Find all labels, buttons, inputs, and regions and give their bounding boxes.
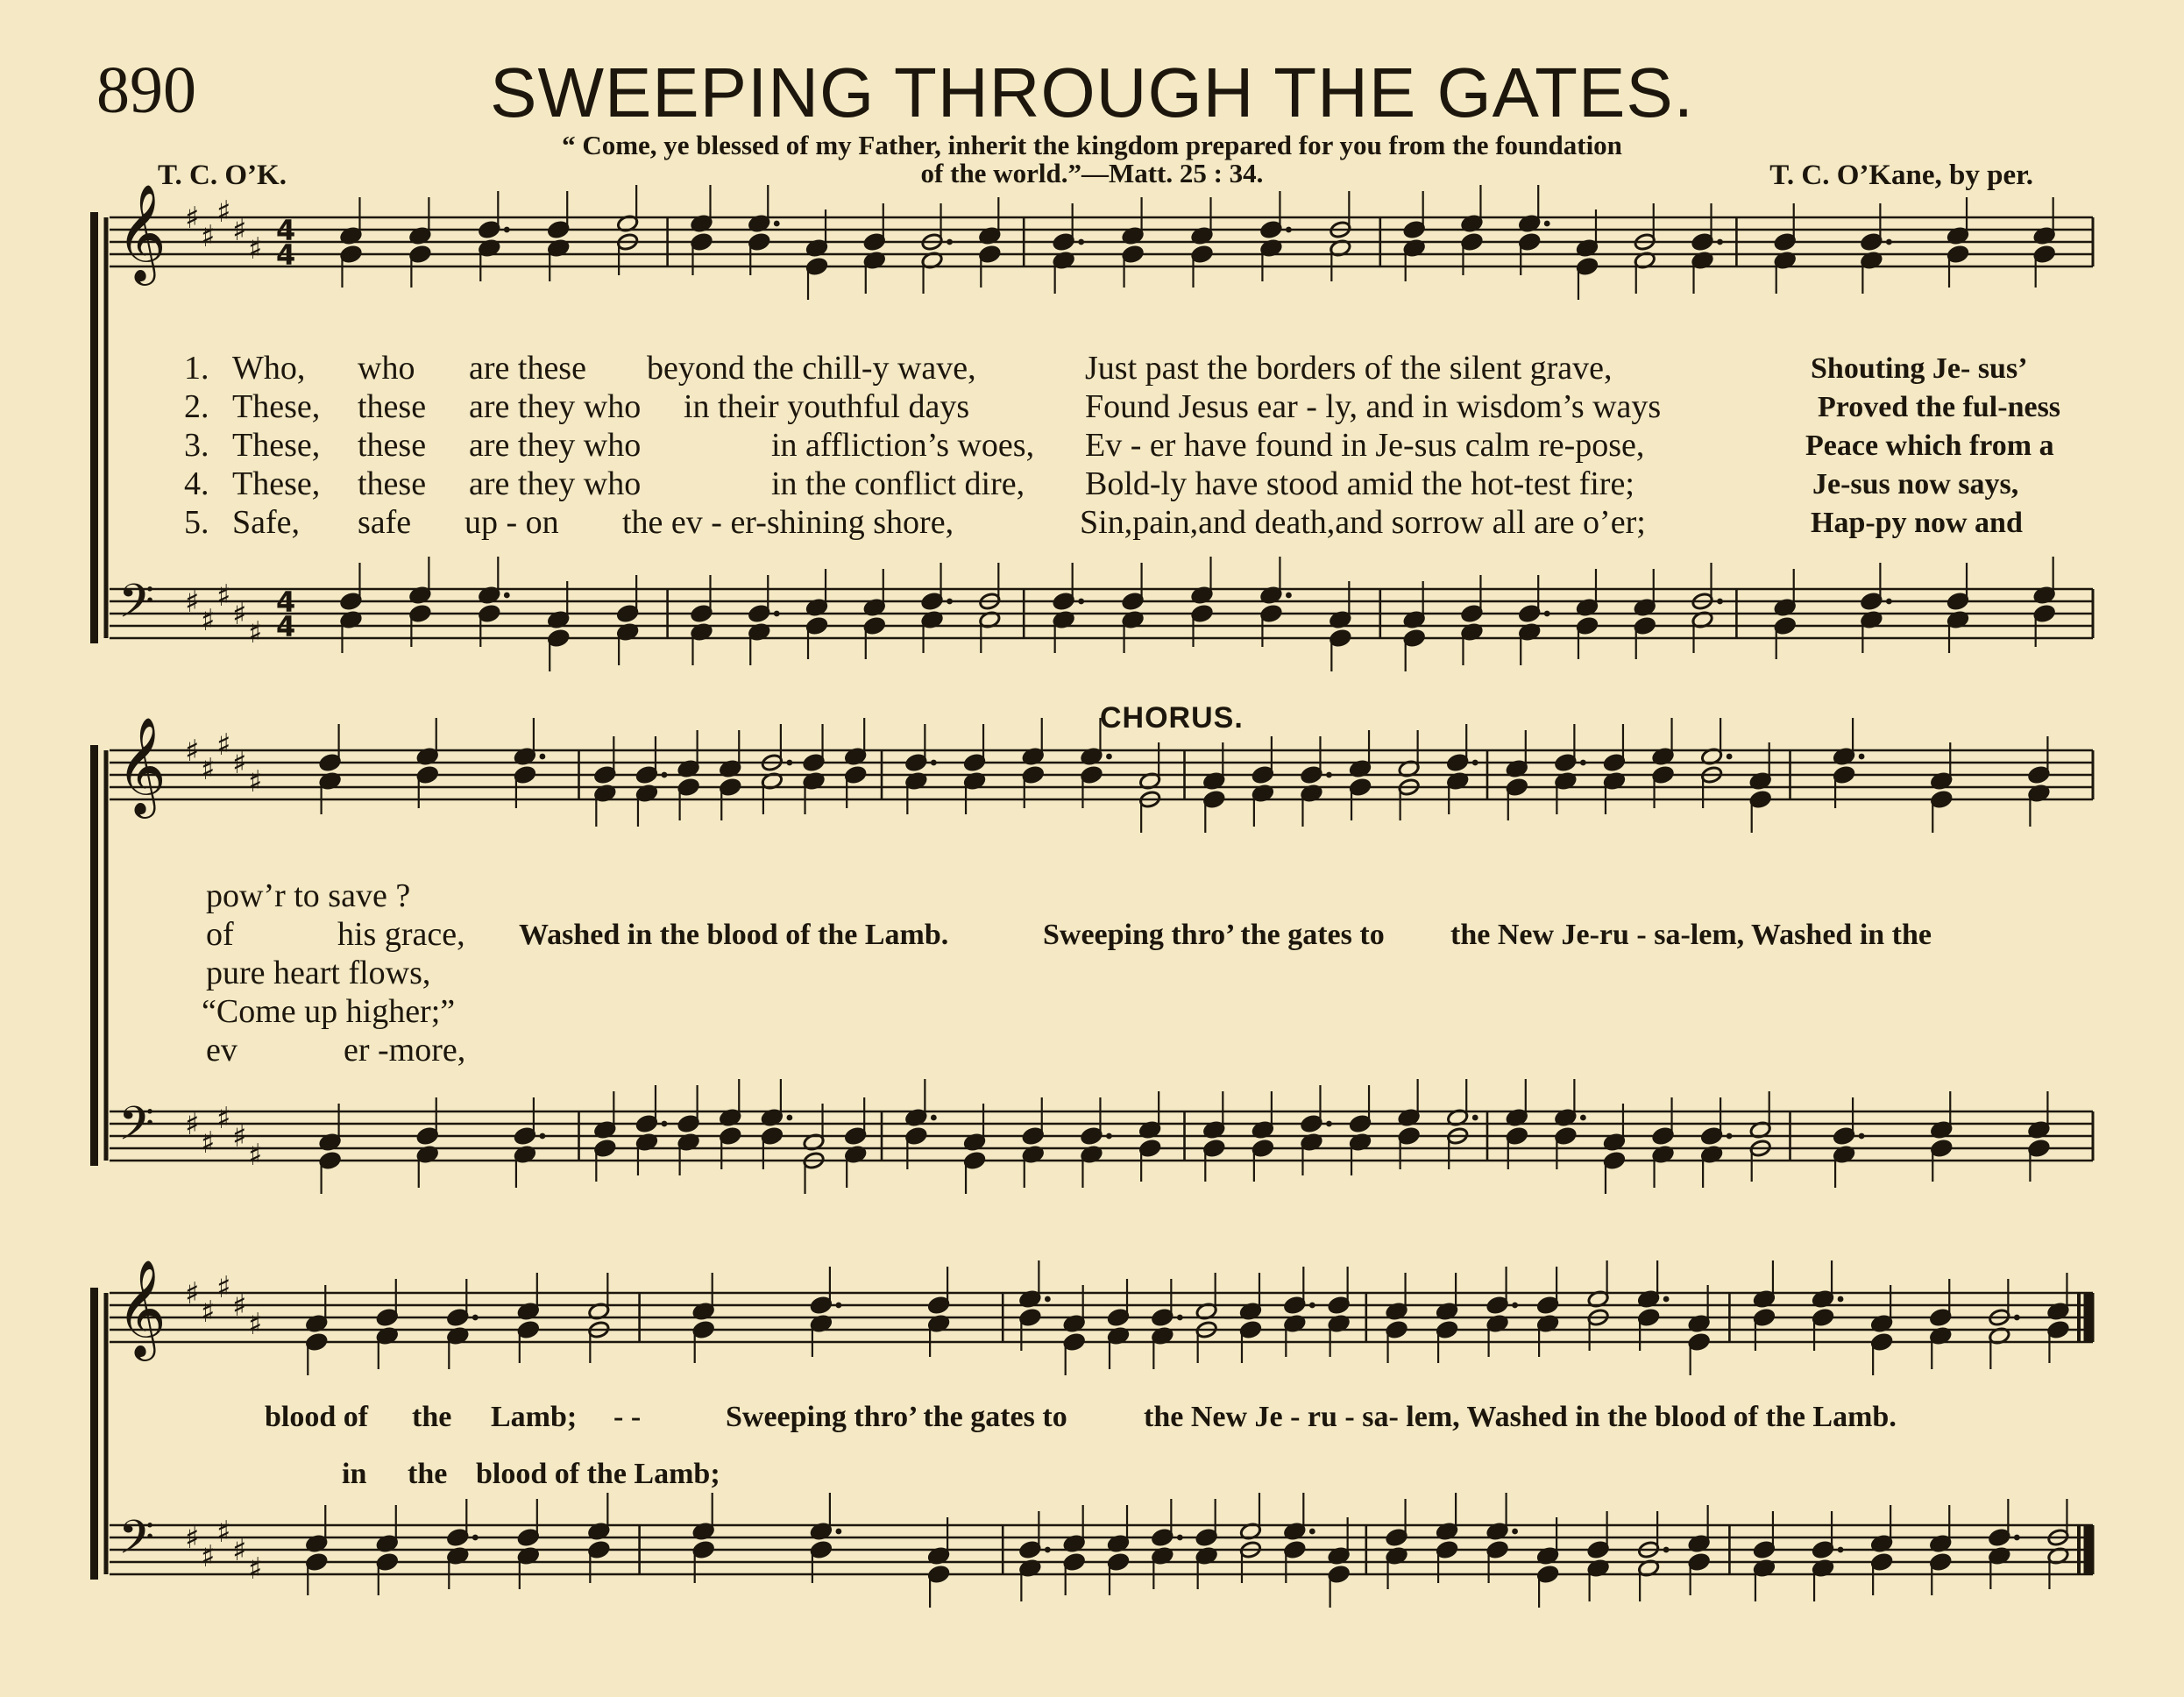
lyric: Sweeping thro’ the gates to	[726, 1401, 1067, 1433]
dot	[947, 599, 953, 605]
lyric: in their youthful days	[684, 388, 970, 425]
dot	[931, 1115, 937, 1121]
epigraph-line-1: “ Come, ye blessed of my Father, inherit the kingdom prepared for you from the foundation	[562, 130, 1622, 160]
sharp-icon: ♯	[232, 746, 247, 781]
lyric: up - on	[464, 504, 559, 541]
dot	[1177, 1535, 1183, 1541]
lyric: Shouting Je- sus’	[1811, 352, 2028, 385]
lyric: are they who	[469, 427, 642, 464]
dot	[1838, 1296, 1844, 1303]
sharp-icon: ♯	[216, 1270, 231, 1305]
lyric: blood of	[265, 1401, 369, 1433]
lyric: are they who	[469, 388, 642, 425]
dot	[1886, 239, 1892, 245]
dot	[1512, 1303, 1518, 1309]
bass-clef-icon: 𝄢	[118, 575, 155, 640]
credit-composer: T. C. O’Kane, by per.	[1769, 160, 2033, 191]
sharp-icon: ♯	[232, 213, 247, 248]
sharp-icon: ♯	[232, 1119, 247, 1154]
hymn-title: SWEEPING THROUGH THE GATES.	[490, 53, 1694, 131]
sharp-icon: ♯	[232, 597, 247, 632]
lyric: in the conflict dire,	[771, 465, 1025, 502]
lyric: these	[358, 427, 427, 464]
dot	[786, 760, 792, 766]
lyric: in affliction’s woes,	[771, 427, 1035, 464]
sharp-icon: ♯	[185, 201, 200, 236]
dot	[1286, 593, 1292, 599]
time-signature-bottom: 4	[276, 610, 296, 643]
sharp-icon: ♯	[185, 1276, 200, 1311]
lyric: ev	[206, 1032, 238, 1069]
chorus-label: CHORUS.	[1100, 701, 1244, 735]
dot	[836, 1303, 842, 1309]
sharp-icon: ♯	[216, 728, 231, 763]
sharp-icon: ♯	[232, 1533, 247, 1568]
dot	[1544, 221, 1550, 227]
lyric: Safe,	[232, 504, 301, 541]
dot	[1717, 239, 1723, 245]
bass-clef-icon: 𝄢	[118, 1511, 155, 1576]
dot	[1326, 772, 1332, 778]
dot	[1106, 1133, 1112, 1140]
treble-clef-icon: 𝄞	[117, 716, 167, 814]
dot	[947, 239, 953, 245]
lyric: blood of the Lamb;	[476, 1458, 720, 1490]
sharp-icon: ♯	[185, 1107, 200, 1142]
lyric: these	[358, 388, 427, 425]
dot	[472, 1535, 479, 1541]
lyric: Found Jesus ear - ly, and in wisdom’s ways	[1085, 388, 1662, 425]
sharp-icon: ♯	[201, 752, 216, 787]
lyric: Peace which from a	[1805, 430, 2054, 462]
verse-number: 1.	[184, 350, 209, 387]
treble-clef-icon: 𝄞	[117, 183, 167, 281]
lyric: who	[358, 350, 415, 387]
lyric: These,	[232, 427, 321, 464]
dot	[1717, 599, 1723, 605]
dot	[1580, 760, 1586, 766]
dot	[1309, 1529, 1315, 1535]
lyric: these	[358, 465, 427, 502]
dot	[1472, 1115, 1478, 1121]
sharp-icon: ♯	[248, 1551, 263, 1587]
sharp-icon: ♯	[185, 585, 200, 620]
dot	[1663, 1547, 1670, 1553]
dot	[1286, 227, 1292, 233]
dot	[1859, 754, 1865, 760]
dot	[504, 593, 510, 599]
credit-author: T. C. O’K.	[158, 160, 287, 191]
lyric: his grace,	[337, 916, 465, 953]
hymn-number: 890	[96, 53, 196, 127]
sharp-icon: ♯	[216, 579, 231, 614]
lyric: Ev - er have found in Je-sus calm re-pose,	[1085, 427, 1645, 464]
sharp-icon: ♯	[248, 1307, 263, 1342]
dot	[662, 1121, 668, 1127]
dot	[504, 227, 510, 233]
dot	[1886, 599, 1892, 605]
epigraph-line-2: of the world.”—Matt. 25 : 34.	[920, 158, 1264, 188]
lyric: the New Je - ru - sa- lem, Washed in the blood of the Lamb.	[1144, 1401, 1897, 1433]
dot	[1078, 239, 1084, 245]
sharp-icon: ♯	[248, 764, 263, 799]
sharp-icon: ♯	[216, 195, 231, 230]
lyric: Sin,pain,and death,and sorrow all are o’er;	[1080, 504, 1646, 541]
sharp-icon: ♯	[216, 1515, 231, 1550]
lyric: in	[342, 1458, 367, 1490]
system-brace	[90, 1288, 98, 1580]
lyric: Sweeping thro’ the gates to	[1043, 919, 1385, 951]
dot	[2014, 1535, 2020, 1541]
time-signature-bottom: 4	[276, 238, 296, 272]
lyric: Who,	[232, 350, 306, 387]
dot	[774, 611, 780, 617]
sharp-icon: ♯	[201, 1539, 216, 1574]
dot	[1177, 1315, 1183, 1321]
lyric: are these	[469, 350, 586, 387]
lyric: “Come up higher;”	[202, 993, 456, 1030]
lyric: beyond the chill-y wave,	[647, 350, 976, 387]
lyric: the	[412, 1401, 452, 1433]
system-brace	[90, 212, 98, 643]
dot	[786, 1115, 792, 1121]
dot	[1512, 1529, 1518, 1535]
lyric: er -more,	[344, 1032, 466, 1069]
dot	[836, 1529, 842, 1535]
lyric: are they who	[469, 465, 642, 502]
dot	[1106, 754, 1112, 760]
lyric: safe	[358, 504, 412, 541]
dot	[662, 772, 668, 778]
lyric: pure heart flows,	[206, 955, 431, 991]
dot	[1309, 1303, 1315, 1309]
treble-clef-icon: 𝄞	[117, 1259, 167, 1357]
time-signature-top: 4	[276, 214, 296, 247]
lyric: Bold-ly have stood amid the hot-test fire;	[1085, 465, 1634, 502]
verse-number: 5.	[184, 504, 209, 541]
sharp-icon: ♯	[201, 603, 216, 638]
dot	[472, 1315, 479, 1321]
system-brace	[90, 745, 98, 1166]
sharp-icon: ♯	[201, 219, 216, 254]
bass-clef-icon: 𝄢	[118, 1097, 155, 1162]
lyric: the	[408, 1458, 448, 1490]
dot	[1544, 611, 1550, 617]
lyric: Washed in the blood of the Lamb.	[519, 919, 949, 951]
time-signature-top: 4	[276, 586, 296, 619]
dot	[931, 760, 937, 766]
lyric: - -	[613, 1401, 642, 1433]
lyric: Just past the borders of the silent grave,	[1085, 350, 1613, 387]
dot	[1045, 1296, 1051, 1303]
lyric: of	[206, 916, 234, 953]
dot	[1727, 754, 1733, 760]
lyric: These,	[232, 465, 321, 502]
sharp-icon: ♯	[216, 1101, 231, 1136]
verse-number: 3.	[184, 427, 209, 464]
verse-number: 4.	[184, 465, 209, 502]
dot	[1078, 599, 1084, 605]
dot	[1727, 1133, 1733, 1140]
sharp-icon: ♯	[201, 1125, 216, 1161]
dot	[1472, 760, 1478, 766]
sharp-icon: ♯	[248, 231, 263, 266]
dot	[540, 754, 546, 760]
lyric: These,	[232, 388, 321, 425]
verse-number: 2.	[184, 388, 209, 425]
lyric: Hap-py now and	[1811, 507, 2023, 539]
dot	[1580, 1115, 1586, 1121]
lyric: the New Je-ru - sa-lem, Washed in the	[1450, 919, 1932, 951]
dot	[1326, 1121, 1332, 1127]
sharp-icon: ♯	[232, 1289, 247, 1324]
dot	[774, 221, 780, 227]
sharp-icon: ♯	[248, 1138, 263, 1173]
sharp-icon: ♯	[185, 734, 200, 769]
lyric: Proved the ful-ness	[1818, 391, 2061, 423]
dot	[1859, 1133, 1865, 1140]
dot	[1045, 1547, 1051, 1553]
sharp-icon: ♯	[248, 615, 263, 650]
lyric: pow’r to save ?	[206, 877, 411, 914]
dot	[1838, 1547, 1844, 1553]
lyric: Je-sus now says,	[1812, 468, 2019, 501]
sharp-icon: ♯	[185, 1521, 200, 1556]
dot	[1663, 1296, 1670, 1303]
sharp-icon: ♯	[201, 1295, 216, 1330]
dot	[540, 1133, 546, 1140]
dot	[2014, 1315, 2020, 1321]
lyric: Lamb;	[491, 1401, 578, 1433]
lyric: the ev - er-shining shore,	[622, 504, 954, 541]
